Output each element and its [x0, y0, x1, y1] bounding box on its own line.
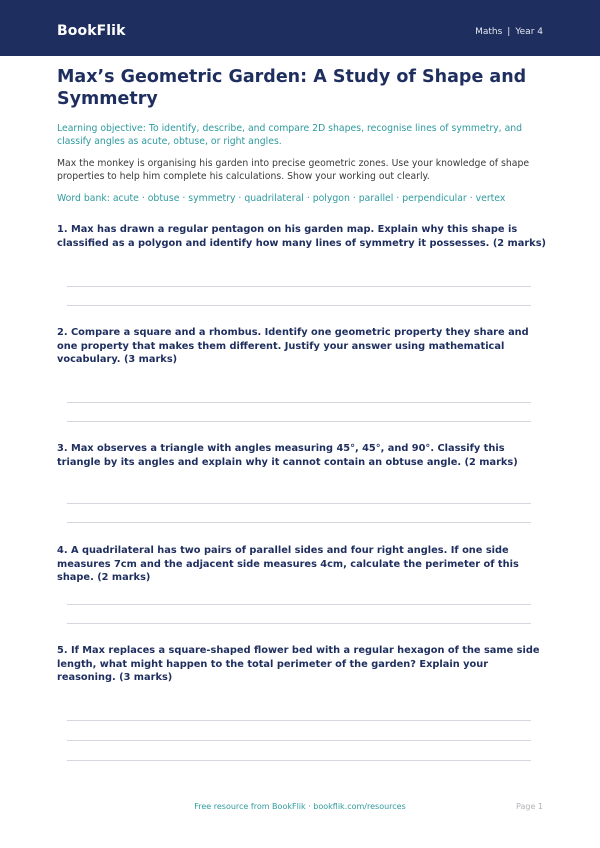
answer-line[interactable] — [67, 604, 531, 605]
answer-line[interactable] — [67, 286, 531, 287]
word-bank: Word bank: acute · obtuse · symmetry · quadrilateral · polygon · parallel · perpendicular · vertex — [57, 193, 506, 204]
meta-separator: | — [507, 27, 511, 37]
answer-line[interactable] — [67, 522, 531, 523]
page-number: Page 1 — [516, 802, 543, 811]
worksheet-title: Max’s Geometric Garden: A Study of Shape and Symmetry — [57, 67, 527, 109]
answer-line[interactable] — [67, 720, 531, 721]
question-1: 1. Max has drawn a regular pentagon on his garden map. Explain why this shape is classified as a polygon and identify how many lines of symmetry it possesses. (2 marks) — [57, 224, 546, 249]
footer-resource-link[interactable]: Free resource from BookFlik · bookflik.com/resources — [194, 802, 406, 811]
answer-line[interactable] — [67, 623, 531, 624]
answer-line[interactable] — [67, 421, 531, 422]
subject-year-label — [475, 27, 543, 37]
question-2: 2. Compare a square and a rhombus. Identify one geometric property they share and one property that makes them different. Justify your answer using mathematical vocabulary. (3 marks) — [57, 327, 529, 365]
answer-line[interactable] — [67, 305, 531, 306]
subject-label: Maths — [475, 27, 503, 37]
learning-objective: Learning objective: To identify, describe, and compare 2D shapes, recognise lines of symmetry, and classify angles as acute, obtuse, or right angles. — [57, 123, 523, 147]
brand-logo[interactable]: BookFlik — [57, 23, 126, 39]
intro-text: Max the monkey is organising his garden into precise geometric zones. Use your knowledge of shape properties to help him complete his calculations. Show your working out clearly. — [57, 158, 530, 182]
answer-line[interactable] — [67, 760, 531, 761]
page-header — [0, 0, 600, 56]
answer-line[interactable] — [67, 503, 531, 504]
question-5: 5. If Max replaces a square-shaped flower bed with a regular hexagon of the same side length, what might happen to the total perimeter of the garden? Explain your reasoning. (3 marks) — [57, 645, 540, 683]
answer-line[interactable] — [67, 740, 531, 741]
year-label: Year 4 — [515, 27, 543, 37]
question-4: 4. A quadrilateral has two pairs of parallel sides and four right angles. If one side measures 7cm and the adjacent side measures 4cm, calculate the perimeter of this shape. (2 marks) — [57, 545, 519, 583]
question-3: 3. Max observes a triangle with angles measuring 45°, 45°, and 90°. Classify this triangle by its angles and explain why it cannot contain an obtuse angle. (2 marks) — [57, 443, 518, 468]
answer-line[interactable] — [67, 402, 531, 403]
